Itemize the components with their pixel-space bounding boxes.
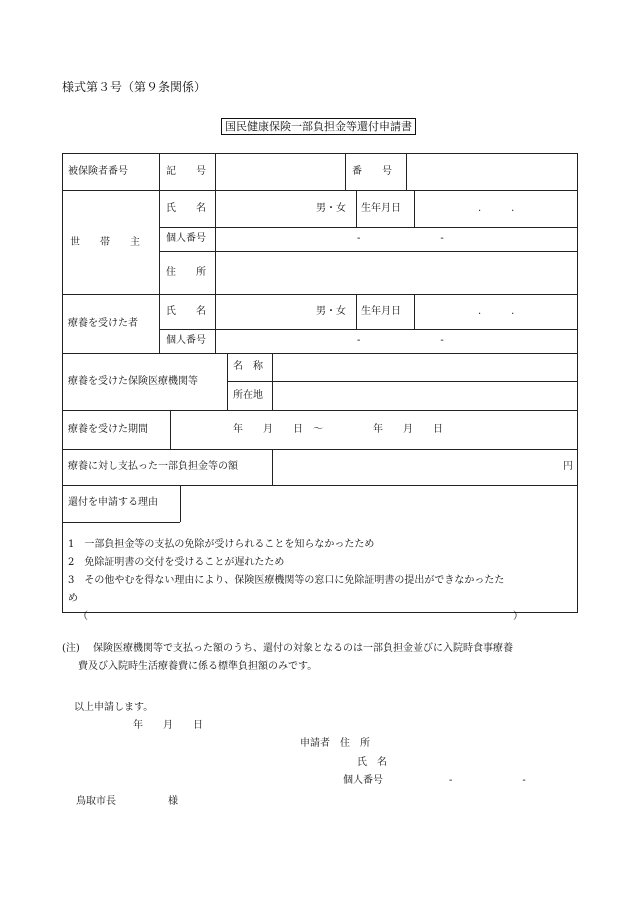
- column-divider: [227, 353, 228, 410]
- kigo-label: 記 号: [166, 166, 206, 177]
- my-number-separators: - -: [357, 335, 444, 346]
- row-divider: [159, 251, 578, 252]
- bango-label: 番 号: [352, 166, 392, 177]
- row-divider: [159, 227, 578, 228]
- household-head-label: 世 帯 主: [70, 237, 140, 248]
- declaration-text: 以上申請します。: [74, 702, 154, 713]
- insured-number-label: 被保険者番号: [68, 166, 128, 177]
- column-divider: [159, 153, 160, 353]
- column-divider: [272, 353, 273, 410]
- addressee-honorific: 様: [168, 796, 178, 807]
- application-date: 年 月 日: [133, 720, 203, 731]
- name-label: 氏 名: [166, 203, 206, 214]
- column-divider: [345, 153, 346, 190]
- applicant-address-label: 申請者 住 所: [300, 738, 370, 749]
- amount-label: 療養に対し支払った一部負担金等の額: [68, 461, 238, 472]
- sex-options[interactable]: 男・女: [316, 203, 346, 214]
- sex-options[interactable]: 男・女: [316, 306, 346, 317]
- my-number-label: 個人番号: [166, 233, 206, 244]
- column-divider: [356, 190, 357, 227]
- birth-date-label: 生年月日: [361, 203, 401, 214]
- column-divider: [170, 410, 171, 449]
- note-line-2: 費及び入院時生活療養費に係る標準負担額のみです。: [78, 661, 318, 672]
- row-divider: [62, 294, 578, 295]
- note-line-1: 保険医療機関等で支払った額のうち、還付の対象となるのは一部負担金並びに入院時食事療養: [93, 643, 513, 654]
- row-divider: [159, 329, 578, 330]
- patient-label: 療養を受けた者: [68, 318, 138, 329]
- row-divider: [62, 410, 578, 411]
- row-divider: [62, 522, 180, 523]
- reason-option-2: 2 免除証明書の交付を受けることが遅れたため: [68, 557, 285, 568]
- institution-name-label: 名 称: [233, 361, 263, 372]
- column-divider: [414, 190, 415, 227]
- column-divider: [406, 153, 407, 190]
- row-divider: [227, 381, 578, 382]
- column-divider: [272, 449, 273, 485]
- birth-date-separators: . .: [478, 203, 515, 214]
- column-divider: [414, 294, 415, 329]
- period-label: 療養を受けた期間: [68, 424, 148, 435]
- reason-label: 還付を申請する理由: [68, 497, 158, 508]
- applicant-name-label: 氏 名: [357, 757, 387, 768]
- column-divider: [215, 153, 216, 353]
- yen-unit: 円: [563, 461, 573, 472]
- column-divider: [356, 294, 357, 329]
- row-divider: [62, 190, 578, 191]
- reason-option-3-continued: め: [68, 593, 78, 604]
- institution-location-label: 所在地: [233, 390, 263, 401]
- my-number-separators: - -: [357, 233, 444, 244]
- row-divider: [62, 485, 578, 486]
- other-reason-open-paren: （: [78, 611, 88, 622]
- other-reason-close-paren: ）: [513, 611, 523, 622]
- reason-option-3: 3 その他やむを得ない理由により、保険医療機関等の窓口に免除証明書の提出ができなかったた: [68, 575, 505, 586]
- institution-label: 療養を受けた保険医療機関等: [68, 376, 198, 387]
- form-number: 様式第３号（第９条関係）: [62, 80, 207, 94]
- applicant-my-number-separators: - -: [449, 775, 526, 786]
- addressee-name: 鳥取市長: [76, 796, 116, 807]
- my-number-label: 個人番号: [166, 335, 206, 346]
- birth-date-label: 生年月日: [361, 306, 401, 317]
- row-divider: [62, 449, 578, 450]
- name-label: 氏 名: [166, 306, 206, 317]
- address-label: 住 所: [166, 267, 206, 278]
- reason-option-1: 1 一部負担金等の支払の免除が受けられることを知らなかったため: [68, 539, 375, 550]
- birth-date-separators: . .: [478, 306, 515, 317]
- note-prefix: (注): [62, 643, 80, 654]
- row-divider: [62, 353, 578, 354]
- column-divider: [180, 485, 181, 522]
- page-title: 国民健康保険一部負担金等還付申請書: [221, 118, 416, 135]
- applicant-my-number-label: 個人番号: [343, 775, 383, 786]
- period-range: 年 月 日 ～ 年 月 日: [233, 424, 443, 435]
